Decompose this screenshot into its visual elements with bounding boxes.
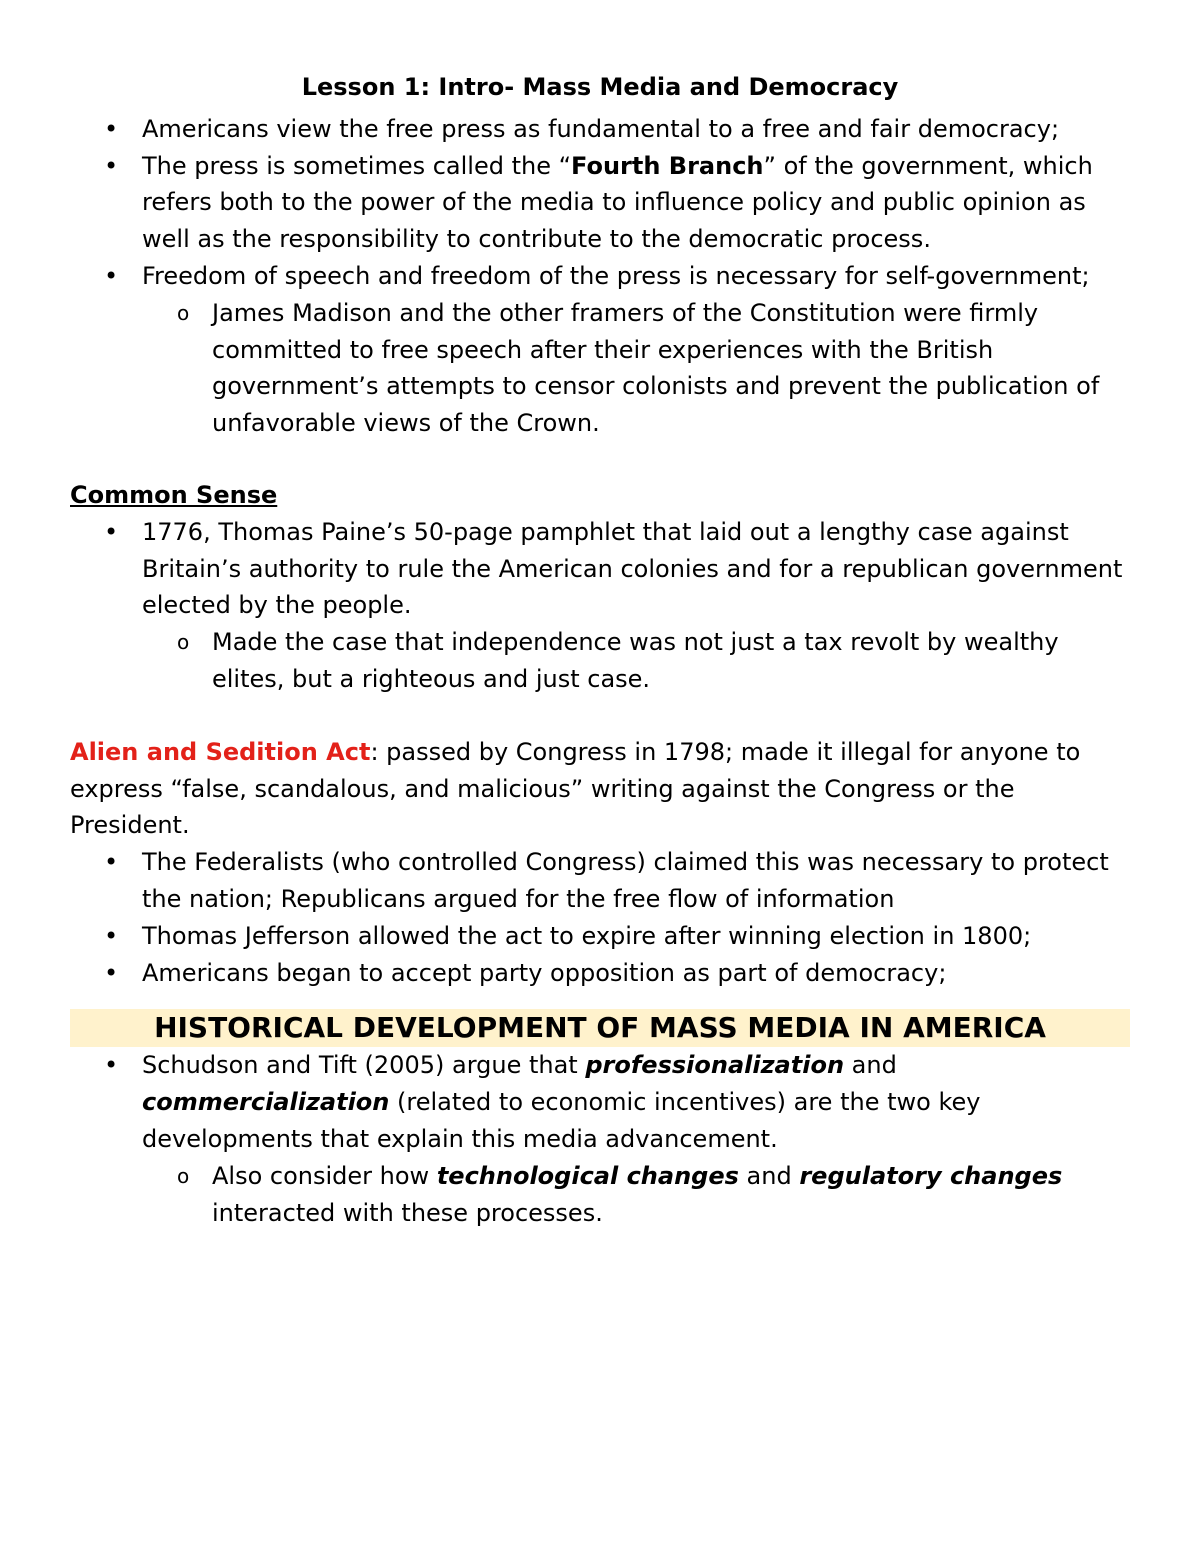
circle-bullet-icon: o — [177, 630, 190, 655]
sub-list-item-text: and — [738, 1161, 800, 1190]
list-item-text: The press is sometimes called the “ — [142, 151, 572, 180]
commercialization-term: commercialization — [142, 1088, 390, 1117]
circle-bullet-icon: o — [177, 1163, 190, 1188]
alien-sedition-definition: : passed by Congress in 1798; made it illegal for anyone to express “false, scandalous, and malicious” writing against the Congress or the President. — [70, 737, 1081, 840]
list-item — [70, 918, 1130, 955]
list-item-text: (related to economic incentives) are the two key developments that explain this media advancement. — [142, 1088, 981, 1153]
list-item-text: Schudson and Tift (2005) argue that — [142, 1051, 586, 1080]
common-sense-heading: Common Sense — [70, 480, 278, 509]
intro-list — [70, 111, 1130, 442]
historical-list — [70, 1047, 1130, 1231]
page-title: Lesson 1: Intro- Mass Media and Democracy — [301, 73, 899, 101]
list-item-text: 1776, Thomas Paine’s 50-page pamphlet that laid out a lengthy case against Britain’s authority to rule the American colonies and for a republican government elected by the people. — [142, 517, 1123, 620]
bullet-icon: • — [104, 151, 119, 180]
list-item — [70, 258, 1130, 295]
professionalization-term: professionalization — [585, 1051, 845, 1080]
list-item-text: ” of the government, which refers both to the power of the media to influence policy and public opinion as well as the responsibility to contribute to the democratic process. — [142, 151, 1093, 254]
list-item-text: Freedom of speech and freedom of the press is necessary for self-government; — [142, 261, 1090, 290]
list-item — [70, 955, 1130, 992]
list-item-text: Thomas Jefferson allowed the act to expire after winning election in 1800; — [142, 921, 1032, 950]
bullet-icon: • — [104, 517, 119, 546]
bullet-icon: • — [104, 958, 119, 987]
common-sense-list — [70, 514, 1130, 698]
regulatory-changes-term: regulatory changes — [799, 1161, 1063, 1190]
document-page — [70, 0, 1130, 1231]
sub-list-item-text: Made the case that independence was not just a tax revolt by wealthy elites, but a righteous and just case. — [212, 628, 1059, 693]
list-item-text: Americans began to accept party opposition as part of democracy; — [142, 958, 947, 987]
bullet-icon: • — [104, 261, 119, 290]
list-item — [70, 111, 1130, 148]
bullet-icon: • — [104, 921, 119, 950]
fourth-branch-term: Fourth Branch — [571, 151, 764, 180]
technological-changes-term: technological changes — [436, 1161, 739, 1190]
alien-sedition-term: Alien and Sedition Act — [70, 737, 371, 766]
historical-banner: HISTORICAL DEVELOPMENT OF MASS MEDIA IN AMERICA — [70, 1009, 1130, 1047]
sub-list-item — [70, 1158, 1130, 1232]
sub-list-item — [70, 295, 1130, 442]
list-item — [70, 1047, 1130, 1157]
circle-bullet-icon: o — [177, 300, 190, 325]
bullet-icon: • — [104, 114, 119, 143]
list-item-text: and — [844, 1051, 897, 1080]
list-item-text: The Federalists (who controlled Congress) claimed this was necessary to protect the nation; Republicans argued for the free flow of information — [142, 848, 1109, 913]
alien-sedition-paragraph — [70, 734, 1130, 844]
sub-list-item-text: interacted with these processes. — [212, 1198, 603, 1227]
alien-sedition-list — [70, 844, 1130, 991]
list-item — [70, 514, 1130, 624]
sub-list-item-text: Also consider how — [212, 1161, 437, 1190]
bullet-icon: • — [104, 848, 119, 877]
list-item — [70, 148, 1130, 258]
sub-list-item — [70, 624, 1130, 698]
list-item-text: Americans view the free press as fundamental to a free and fair democracy; — [142, 114, 1060, 143]
list-item — [70, 844, 1130, 918]
bullet-icon: • — [104, 1051, 119, 1080]
sub-list-item-text: James Madison and the other framers of the Constitution were firmly committed to free speech after their experiences with the British government’s attempts to censor colonists and prevent the publication of unfavorable views of the Crown. — [212, 298, 1100, 438]
